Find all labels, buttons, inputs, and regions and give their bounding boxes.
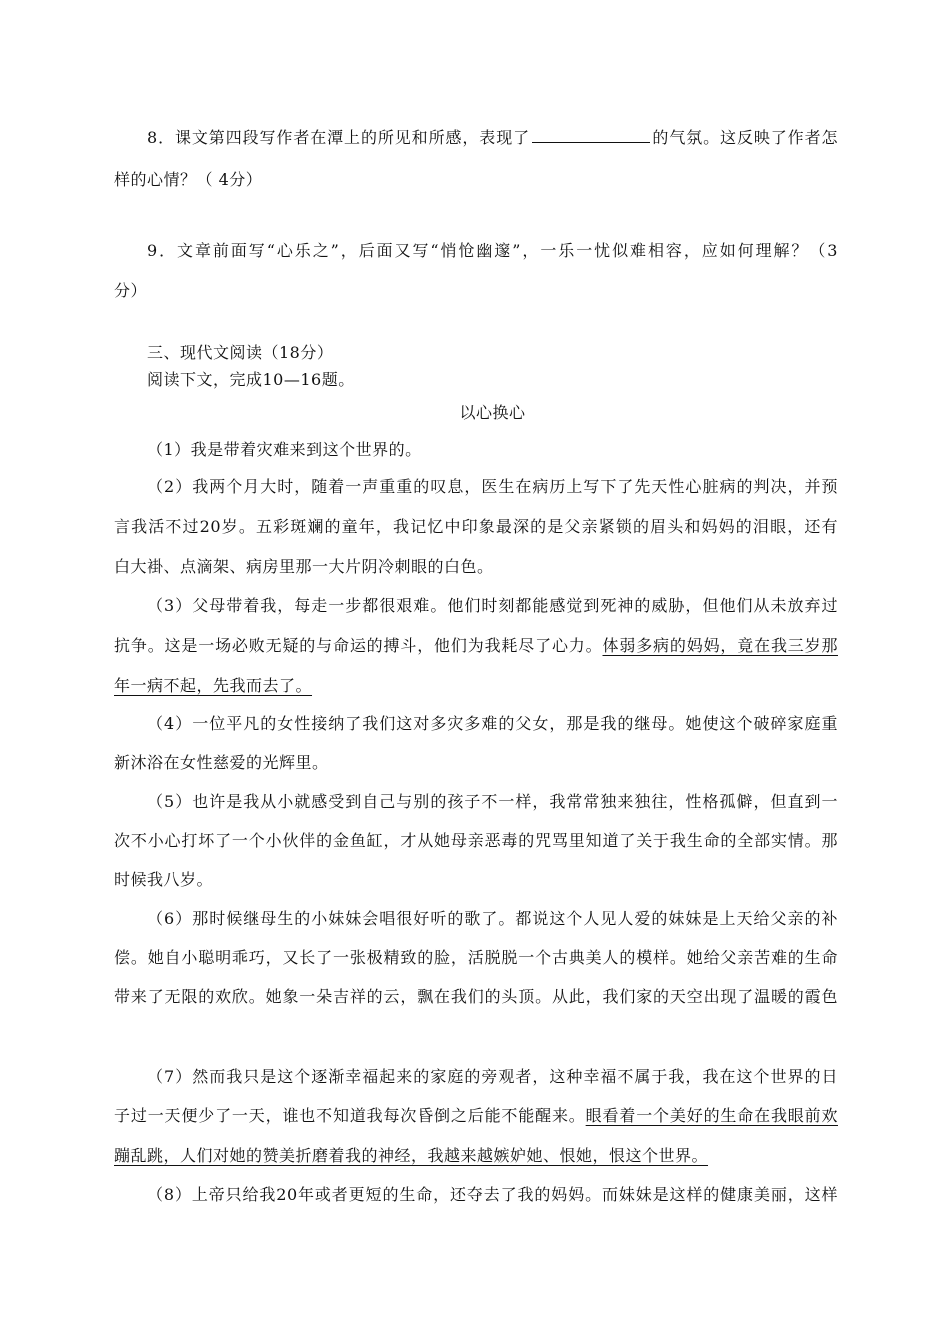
question-8-line-2: 样的心情？（ 4分） xyxy=(114,170,263,189)
question-9-line-1: 9．文章前面写“心乐之”，后面又写“悄怆幽邃”，一乐一忧似难相容，应如何理解？（3 xyxy=(147,241,838,260)
question-9-line-2: 分） xyxy=(114,281,148,300)
section-instruction: 阅读下文，完成10—16题。 xyxy=(147,370,355,389)
paragraph-7-line-3 xyxy=(114,1146,838,1166)
underlined-sentence-2: 眼看着一个美好的生命在我眼前欢 xyxy=(585,1106,838,1125)
paragraph-3-text: 抗争。这是一场必败无疑的与命运的搏斗，他们为我耗尽了心力。 xyxy=(114,636,603,655)
paragraph-1: （1）我是带着灾难来到这个世界的。 xyxy=(147,440,422,459)
underlined-sentence-2-cont: 蹦乱跳，人们对她的赞美折磨着我的神经，我越来越嫉妒她、恨她，恨这个世界。 xyxy=(114,1146,709,1165)
paragraph-5-line-2: 次不小心打坏了一个小伙伴的金鱼缸，才从她母亲恶毒的咒骂里知道了关于我生命的全部实情。那 xyxy=(114,831,838,850)
question-8-line-1 xyxy=(147,128,838,148)
underlined-sentence: 体弱多病的妈妈，竟在我三岁那 xyxy=(602,636,838,655)
paragraph-6-line-3: 带来了无限的欢欣。她象一朵吉祥的云，飘在我们的头顶。从此，我们家的天空出现了温暖的霞色 xyxy=(114,987,838,1006)
paragraph-7-line-1: （7）然而我只是这个逐渐幸福起来的家庭的旁观者，这种幸福不属于我，我在这个世界的日 xyxy=(147,1067,838,1086)
question-8-text: 8．课文第四段写作者在潭上的所见和所感，表现了 xyxy=(147,128,531,147)
paragraph-5-line-3: 时候我八岁。 xyxy=(114,870,214,889)
paragraph-3-line-3 xyxy=(114,676,838,696)
paragraph-3-line-2 xyxy=(114,636,838,656)
underlined-sentence-cont: 年一病不起，先我而去了。 xyxy=(114,676,313,695)
paragraph-7-text: 子过一天便少了一天，谁也不知道我每次昏倒之后能不能醒来。 xyxy=(114,1106,586,1125)
paragraph-2-line-2: 言我活不过20岁。五彩斑斓的童年，我记忆中印象最深的是父亲紧锁的眉头和妈妈的泪眼，还有 xyxy=(114,517,838,536)
question-8-text-cont: 的气氛。这反映了作者怎 xyxy=(652,128,838,147)
paragraph-8-line-1: （8）上帝只给我20年或者更短的生命，还夺去了我的妈妈。而妹妹是这样的健康美丽，这样 xyxy=(147,1185,838,1204)
answer-blank[interactable] xyxy=(532,128,650,143)
passage-title: 以心换心 xyxy=(459,403,526,422)
paragraph-3-line-1: （3）父母带着我，每走一步都很艰难。他们时刻都能感觉到死神的威胁，但他们从未放弃过 xyxy=(147,596,838,615)
paragraph-6-line-1: （6）那时候继母生的小妹妹会唱很好听的歌了。都说这个人见人爱的妹妹是上天给父亲的补 xyxy=(147,909,838,928)
paragraph-2-line-1: （2）我两个月大时，随着一声重重的叹息，医生在病历上写下了先天性心脏病的判决，并预 xyxy=(147,477,838,496)
paragraph-6-line-2: 偿。她自小聪明乖巧，又长了一张极精致的脸，活脱脱一个古典美人的模样。她给父亲苦难的生命 xyxy=(114,948,838,967)
paragraph-7-line-2 xyxy=(114,1106,838,1126)
paragraph-4-line-1: （4）一位平凡的女性接纳了我们这对多灾多难的父女，那是我的继母。她使这个破碎家庭重 xyxy=(147,714,838,733)
paragraph-4-line-2: 新沐浴在女性慈爱的光辉里。 xyxy=(114,753,329,772)
section-heading: 三、现代文阅读（18分） xyxy=(147,343,334,362)
paragraph-5-line-1: （5）也许是我从小就感受到自己与别的孩子不一样，我常常独来独往，性格孤僻，但直到一 xyxy=(147,792,838,811)
paragraph-2-line-3: 白大褂、点滴架、病房里那一大片阴冷刺眼的白色。 xyxy=(114,557,494,576)
